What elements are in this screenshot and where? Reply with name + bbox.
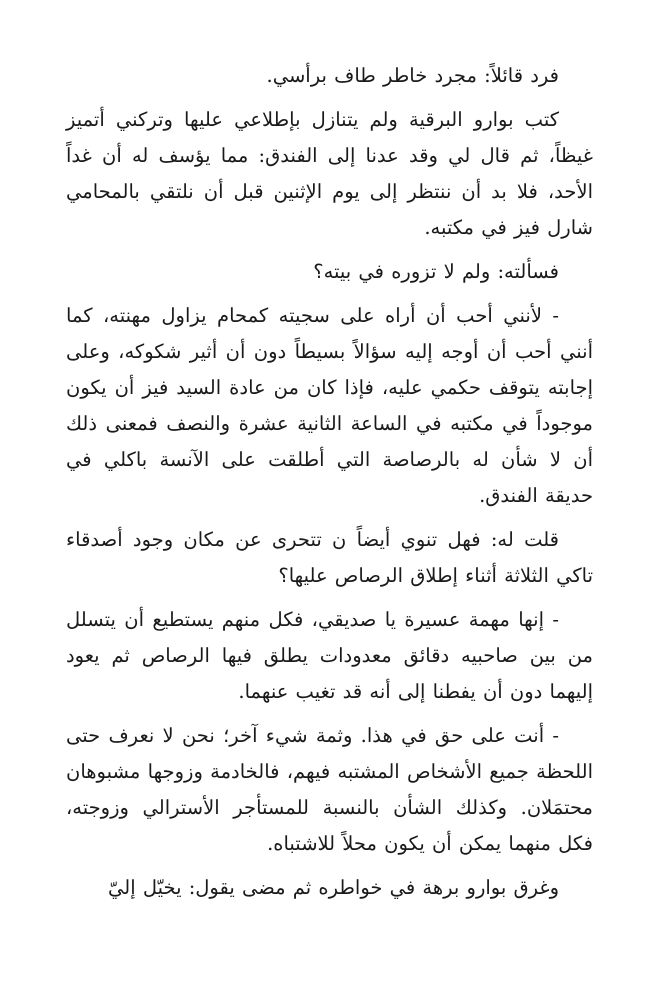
paragraph: فرد قائلاً: مجرد خاطر طاف برأسي. [266,64,559,87]
paragraph: - إنها مهمة عسيرة يا صديقي، فكل منهم يستطيع أن يتسلل من بين صاحبيه دقائق معدودات يطلق فيها الرصاص ثم يعود إليهما دون أن يفطنا إلى أنه قد تغيب عنهما. [66,608,593,703]
paragraph: قلت له: فهل تنوي أيضاً ن تتحرى عن مكان وجود أصدقاء تاكي الثلاثة أثناء إطلاق الرصاص عليها؟ [66,528,593,587]
book-page [66,58,593,1000]
paragraph: فسألته: ولم لا تزوره في بيته؟ [313,260,559,283]
paragraph: - أنت على حق في هذا. وثمة شيء آخر؛ نحن لا نعرف حتى اللحظة جميع الأشخاص المشتبه فيهم، فالخادمة وزوجها مشبوهان محتمَلان. وكذلك الشأن بالنسبة للمستأجر الأسترالي وزوجته، فكل منهما يمكن أن يكون محلاً للاشتباه. [66,724,593,855]
paragraph: وغرق بوارو برهة في خواطره ثم مضى يقول: يخيّل إليّ [108,876,559,899]
paragraph: كتب بوارو البرقية ولم يتنازل بإطلاعي عليها وتركني أتميز غيظاً، ثم قال لي وقد عدنا إلى الفندق: مما يؤسف له أن غداً الأحد، فلا بد أن ننتظر إلى يوم الإثنين قبل أن نلتقي بالمحامي شارل فيز في مكتبه. [66,108,593,239]
paragraph: - لأنني أحب أن أراه على سجيته كمحام يزاول مهنته، كما أنني أحب أن أوجه إليه سؤالاً بسيطاً دون أن أثير شكوكه، وعلى إجابته يتوقف حكمي عليه، فإذا كان من عادة السيد فيز أن يكون موجوداً في مكتبه في الساعة الثانية عشرة والنصف فمعنى ذلك أن لا شأن له بالرصاصة التي أطلقت على الآنسة باكلي في حديقة الفندق. [66,304,593,507]
